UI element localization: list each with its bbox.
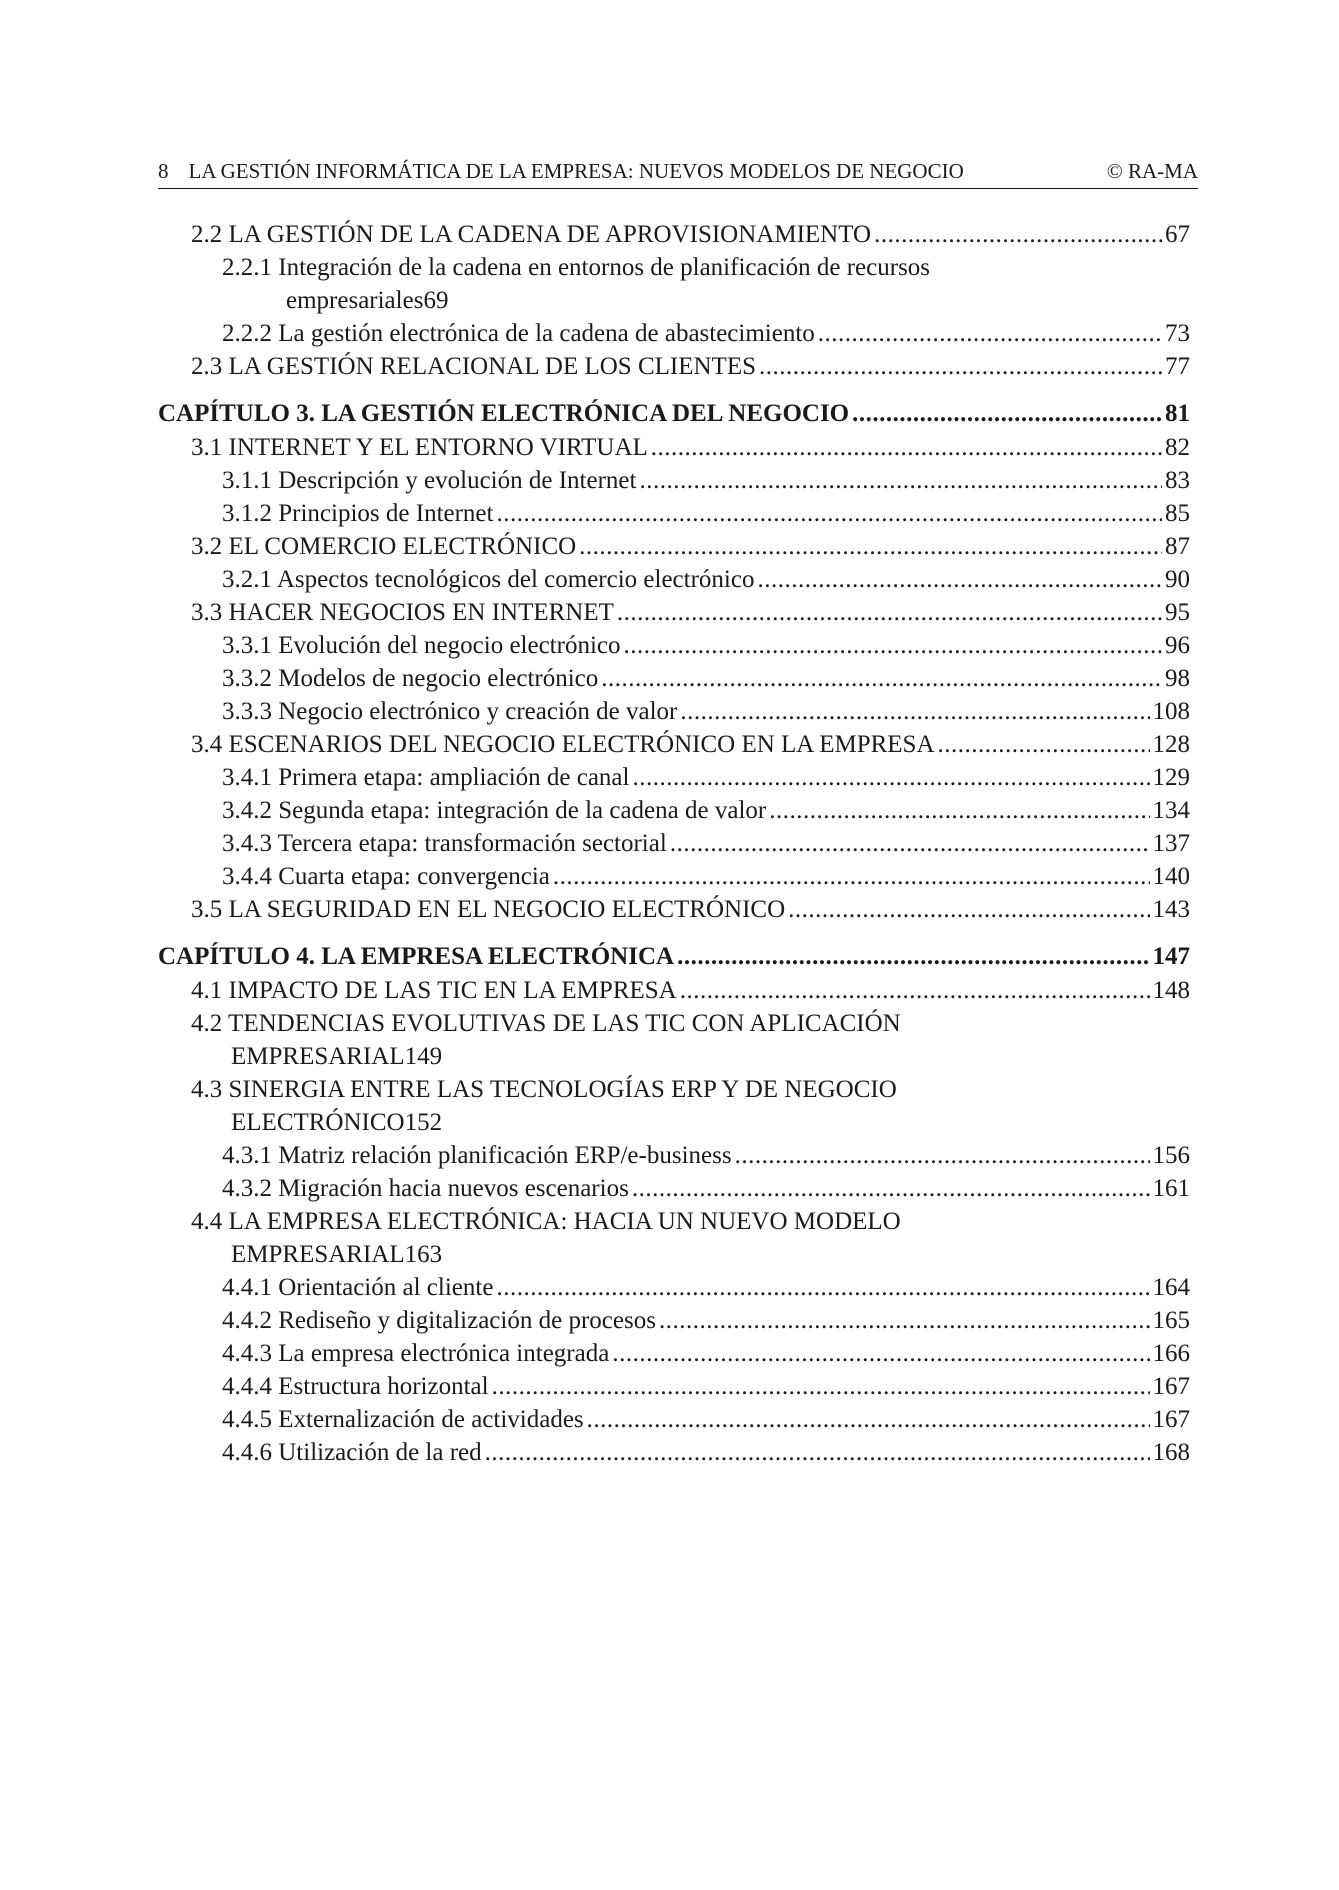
toc-page-number: 129	[1152, 764, 1190, 791]
dot-leader	[852, 397, 1162, 431]
toc-entry-title: 3.1.2 Principios de Internet	[222, 500, 494, 527]
toc-entry[interactable]	[158, 464, 1190, 497]
toc-page-number: 143	[1152, 896, 1190, 923]
toc-page-number: 81	[1165, 400, 1190, 427]
toc-entry-title: 2.2.1 Integración de la cadena en entornos de planificación de recursos	[222, 254, 931, 281]
toc-entry-title: 4.4.4 Estructura horizontal	[222, 1373, 489, 1400]
dot-leader	[769, 794, 1149, 827]
dot-leader	[680, 695, 1149, 728]
toc-entry[interactable]	[158, 1370, 1190, 1403]
toc-entry[interactable]	[158, 1073, 1190, 1139]
toc-page-number: 96	[1165, 632, 1190, 659]
dot-leader	[938, 728, 1150, 761]
toc-page-number: 134	[1152, 797, 1190, 824]
toc-page-number: 152	[404, 1109, 443, 1136]
dot-leader	[496, 1271, 1149, 1304]
toc-entry[interactable]	[158, 629, 1190, 662]
dot-leader	[612, 1337, 1149, 1370]
toc-page-number: 82	[1165, 434, 1190, 461]
dot-leader	[759, 350, 1162, 383]
toc-page-number: 167	[1152, 1406, 1190, 1433]
dot-leader	[670, 827, 1150, 860]
toc-page-number: 156	[1152, 1142, 1190, 1169]
dot-leader	[788, 893, 1149, 926]
toc-entry-title: 2.2.2 La gestión electrónica de la cadena de abastecimiento	[222, 320, 815, 347]
dot-leader	[553, 860, 1150, 893]
toc-entry[interactable]	[158, 1403, 1190, 1436]
toc-entry-title: 4.4.6 Utilización de la red	[222, 1439, 482, 1466]
toc-entry[interactable]	[158, 761, 1190, 794]
toc-entry-title: 4.4.1 Orientación al cliente	[222, 1274, 494, 1301]
toc-entry[interactable]	[158, 1205, 1190, 1271]
toc-page-number: 137	[1152, 830, 1190, 857]
toc-entry-title: 4.2 TENDENCIAS EVOLUTIVAS DE LAS TIC CON APLICACIÓN	[191, 1010, 901, 1037]
toc-entry[interactable]	[158, 350, 1190, 383]
toc-entry-title: 3.4.3 Tercera etapa: transformación sectorial	[222, 830, 667, 857]
toc-entry-title: 3.2 EL COMERCIO ELECTRÓNICO	[191, 533, 577, 560]
toc-page-number: 148	[1152, 977, 1190, 1004]
toc-page-number: 73	[1165, 320, 1190, 347]
toc-entry[interactable]	[158, 1436, 1190, 1469]
toc-chapter-entry[interactable]	[158, 397, 1190, 431]
toc-page-number: 164	[1152, 1274, 1190, 1301]
publisher-mark: © RA-MA	[1106, 159, 1198, 183]
toc-entry-title: 3.1 INTERNET Y EL ENTORNO VIRTUAL	[191, 434, 648, 461]
toc-entry-title: 4.1 IMPACTO DE LAS TIC EN LA EMPRESA	[191, 977, 677, 1004]
toc-entry-title: 3.5 LA SEGURIDAD EN EL NEGOCIO ELECTRÓNICO	[191, 896, 786, 923]
toc-entry-title: 2.3 LA GESTIÓN RELACIONAL DE LOS CLIENTES	[191, 353, 757, 380]
toc-entry[interactable]	[158, 974, 1190, 1007]
toc-entry[interactable]	[158, 860, 1190, 893]
toc-entry[interactable]	[158, 1007, 1190, 1073]
toc-page-number: 83	[1165, 467, 1190, 494]
toc-page-number: 90	[1165, 566, 1190, 593]
page-number: 8	[158, 159, 169, 183]
book-title: LA GESTIÓN INFORMÁTICA DE LA EMPRESA: NUEVOS MODELOS DE NEGOCIO	[188, 159, 964, 183]
toc-page-number: 95	[1165, 599, 1190, 626]
toc-entry-title-continuation: EMPRESARIAL	[231, 1043, 405, 1070]
toc-entry-title: 3.1.1 Descripción y evolución de Internet	[222, 467, 637, 494]
toc-entry-title: CAPÍTULO 4. LA EMPRESA ELECTRÓNICA	[158, 943, 675, 970]
toc-entry-title: 3.2.1 Aspectos tecnológicos del comercio electrónico	[222, 566, 755, 593]
toc-page-number: 77	[1165, 353, 1190, 380]
dot-leader	[677, 940, 1149, 974]
dot-leader	[735, 1139, 1150, 1172]
toc-page-number: 161	[1152, 1175, 1190, 1202]
toc-entry-title: 4.3.2 Migración hacia nuevos escenarios	[222, 1175, 629, 1202]
toc-page-number: 147	[1152, 943, 1190, 970]
toc-entry-title: 3.4.2 Segunda etapa: integración de la cadena de valor	[222, 797, 767, 824]
toc-entry-title-continuation: ELECTRÓNICO	[231, 1109, 405, 1136]
toc-entry[interactable]	[158, 563, 1190, 596]
dot-leader	[651, 431, 1162, 464]
dot-leader	[818, 317, 1162, 350]
toc-entry[interactable]	[158, 794, 1190, 827]
toc-entry-title: 3.3 HACER NEGOCIOS EN INTERNET	[191, 599, 614, 626]
toc-chapter-entry[interactable]	[158, 940, 1190, 974]
toc-page-number: 128	[1152, 731, 1190, 758]
toc-entry-title: 4.3 SINERGIA ENTRE LAS TECNOLOGÍAS ERP Y DE NEGOCIO	[191, 1076, 897, 1103]
toc-entry-title: 3.4.4 Cuarta etapa: convergencia	[222, 863, 550, 890]
toc-entry-title: CAPÍTULO 3. LA GESTIÓN ELECTRÓNICA DEL NEGOCIO	[158, 400, 850, 427]
dot-leader	[659, 1304, 1150, 1337]
toc-page-number: 165	[1152, 1307, 1190, 1334]
dot-leader	[680, 974, 1150, 1007]
dot-leader	[632, 761, 1149, 794]
dot-leader	[874, 218, 1162, 251]
dot-leader	[624, 629, 1163, 662]
header-left	[158, 158, 964, 184]
toc-entry-title: 3.3.2 Modelos de negocio electrónico	[222, 665, 599, 692]
toc-page-number: 163	[404, 1241, 443, 1268]
toc-entry[interactable]	[158, 1271, 1190, 1304]
toc-entry[interactable]	[158, 497, 1190, 530]
toc-entry[interactable]	[158, 1337, 1190, 1370]
toc-entry-title: 3.3.3 Negocio electrónico y creación de valor	[222, 698, 678, 725]
toc-entry-title: 3.4.1 Primera etapa: ampliación de canal	[222, 764, 630, 791]
dot-leader	[492, 1370, 1150, 1403]
toc-page-number: 140	[1152, 863, 1190, 890]
toc-entry[interactable]	[158, 596, 1190, 629]
dot-leader	[601, 662, 1162, 695]
toc-page-number: 108	[1152, 698, 1190, 725]
toc-entry-title: 4.4.3 La empresa electrónica integrada	[222, 1340, 610, 1367]
toc-entry[interactable]	[158, 827, 1190, 860]
dot-leader	[632, 1172, 1150, 1205]
toc-entry-title-continuation: EMPRESARIAL	[231, 1241, 405, 1268]
toc-entry[interactable]	[158, 431, 1190, 464]
toc-entry[interactable]	[158, 317, 1190, 350]
toc-entry-title: 3.3.1 Evolución del negocio electrónico	[222, 632, 621, 659]
toc-entry-title: 4.4 LA EMPRESA ELECTRÓNICA: HACIA UN NUEVO MODELO	[191, 1208, 901, 1235]
toc-entry[interactable]	[158, 218, 1190, 251]
dot-leader	[757, 563, 1162, 596]
toc-entry[interactable]	[158, 662, 1190, 695]
dot-leader	[587, 1403, 1150, 1436]
toc-entry[interactable]	[158, 530, 1190, 563]
toc-page-number: 67	[1165, 221, 1190, 248]
toc-entry[interactable]	[158, 1139, 1190, 1172]
toc-entry-title: 3.4 ESCENARIOS DEL NEGOCIO ELECTRÓNICO EN LA EMPRESA	[191, 731, 935, 758]
toc-entry[interactable]	[158, 1304, 1190, 1337]
toc-entry-title: 4.3.1 Matriz relación planificación ERP/e-business	[222, 1142, 732, 1169]
toc-entry[interactable]	[158, 893, 1190, 926]
table-of-contents	[158, 218, 1190, 1469]
running-header	[158, 158, 1198, 189]
toc-page-number: 168	[1152, 1439, 1190, 1466]
toc-entry[interactable]	[158, 728, 1190, 761]
toc-entry[interactable]	[158, 1172, 1190, 1205]
dot-leader	[639, 464, 1162, 497]
toc-entry-title-continuation: empresariales	[286, 287, 424, 314]
toc-entry-title: 2.2 LA GESTIÓN DE LA CADENA DE APROVISIONAMIENTO	[191, 221, 872, 248]
toc-entry-title: 4.4.5 Externalización de actividades	[222, 1406, 584, 1433]
toc-entry[interactable]	[158, 695, 1190, 728]
dot-leader	[485, 1436, 1150, 1469]
dot-leader	[496, 497, 1162, 530]
toc-entry-title: 4.4.2 Rediseño y digitalización de procesos	[222, 1307, 656, 1334]
toc-page-number: 69	[423, 287, 449, 314]
dot-leader	[617, 596, 1162, 629]
toc-page-number: 167	[1152, 1373, 1190, 1400]
toc-entry[interactable]	[158, 251, 1190, 317]
toc-page-number: 149	[404, 1043, 443, 1070]
dot-leader	[579, 530, 1162, 563]
toc-page-number: 98	[1165, 665, 1190, 692]
toc-page-number: 87	[1165, 533, 1190, 560]
toc-page-number: 166	[1152, 1340, 1190, 1367]
toc-page-number: 85	[1165, 500, 1190, 527]
